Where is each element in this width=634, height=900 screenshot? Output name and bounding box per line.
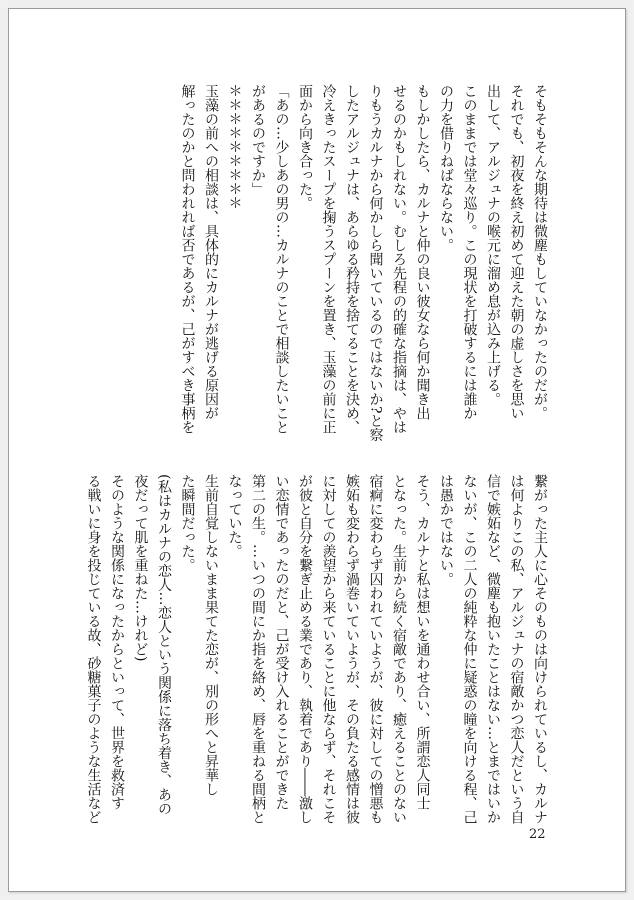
text-column: 信で嫉妬など、微塵も抱いたことはない…とまではいか xyxy=(485,474,501,824)
text-column: そう、カルナと私は想いを通わせ合い、所謂恋人同士 xyxy=(414,474,431,810)
text-column: は愚かではない。 xyxy=(438,474,454,586)
text-column: ないが、この二人の純粋な仲に疑惑の瞳を向ける程、己 xyxy=(461,474,478,824)
text-column: 面から向き合った。 xyxy=(297,84,313,210)
text-column: 「あの…少しあの男の…カルナのことで相談したいこと xyxy=(273,84,290,434)
text-column: 解ったのかと問われれば否であるが、己がすべき事柄を xyxy=(179,84,196,434)
lower-text-block xyxy=(85,474,551,844)
text-column: 第二の生。…いつの間にか指を絡め、唇を重ねる間柄と xyxy=(250,474,266,824)
text-column: なっていた。 xyxy=(226,474,243,558)
text-column: があるのですか」 xyxy=(250,84,266,196)
text-column: 宿痾に変わらず囚われていようが、彼に対しての憎悪も xyxy=(367,474,384,824)
upper-text-block xyxy=(93,84,551,454)
text-column: 冷えきったスープを掬うスプーンを置き、玉藻の前に正 xyxy=(320,84,337,434)
text-column: 夜だって肌を重ねた…けれど) xyxy=(132,474,149,662)
text-column: もしかしたら、カルナと仲の良い彼女なら何か聞き出 xyxy=(414,84,431,420)
text-column: このままでは堂々巡り。この現状を打破するには誰か xyxy=(461,84,478,420)
text-column: そもそもそんな期待は微塵もしていなかったのだが。 xyxy=(532,84,548,420)
text-column: は何よりこの私、アルジュナの宿敵かつ恋人だという自 xyxy=(508,474,525,824)
text-column: が彼と自分を繋ぎ止める業であり、執着であり――激し xyxy=(297,474,313,824)
text-column: る戦いに身を投じている故、砂糖菓子のような生活など xyxy=(85,474,102,824)
text-column: 玉藻の前への相談は、具体的にカルナが逃げる原因が xyxy=(203,84,219,420)
scene-break-asterisks: ＊＊＊＊＊＊＊＊＊ xyxy=(226,84,243,210)
text-column: の力を借りねばならない。 xyxy=(438,84,454,252)
book-page xyxy=(8,8,626,892)
text-column: 生前自覚しないまま果てた恋が、別の形へと昇華し xyxy=(203,474,219,796)
text-column: (私はカルナの恋人…恋人という関係に落ち着き、あの xyxy=(156,474,172,816)
text-column: となった。生前から続く宿敵であり、癒えることのない xyxy=(391,474,407,824)
text-column: 嫉妬も変わらず渦巻いていようが、その負たる感情は彼 xyxy=(344,474,360,824)
text-column: せるのかもしれない。むしろ先程の的確な指摘は、やは xyxy=(391,84,407,434)
text-column: りもうカルナから何かしら聞いているのではないか?と察 xyxy=(367,84,384,442)
text-column: 繋がった主人に心そのものは向けられているし、カルナ xyxy=(532,474,548,824)
text-column: それでも、初夜を終え初めて迎えた朝の虚しさを思い xyxy=(508,84,525,420)
text-column: に対しての羨望から来ていることに他ならず、それこそ xyxy=(320,474,337,824)
page-number: 22 xyxy=(529,827,546,842)
text-column: そのような関係になったからといって、世界を救済す xyxy=(109,474,125,810)
text-column: い恋情であったのだと、己が受け入れることができた xyxy=(273,474,290,810)
text-column: た瞬間だった。 xyxy=(179,474,196,572)
text-column: 出して、アルジュナの喉元に溜め息が込み上げる。 xyxy=(485,84,501,406)
text-column: したアルジュナは、あらゆる矜持を捨てることを決め、 xyxy=(344,84,360,434)
